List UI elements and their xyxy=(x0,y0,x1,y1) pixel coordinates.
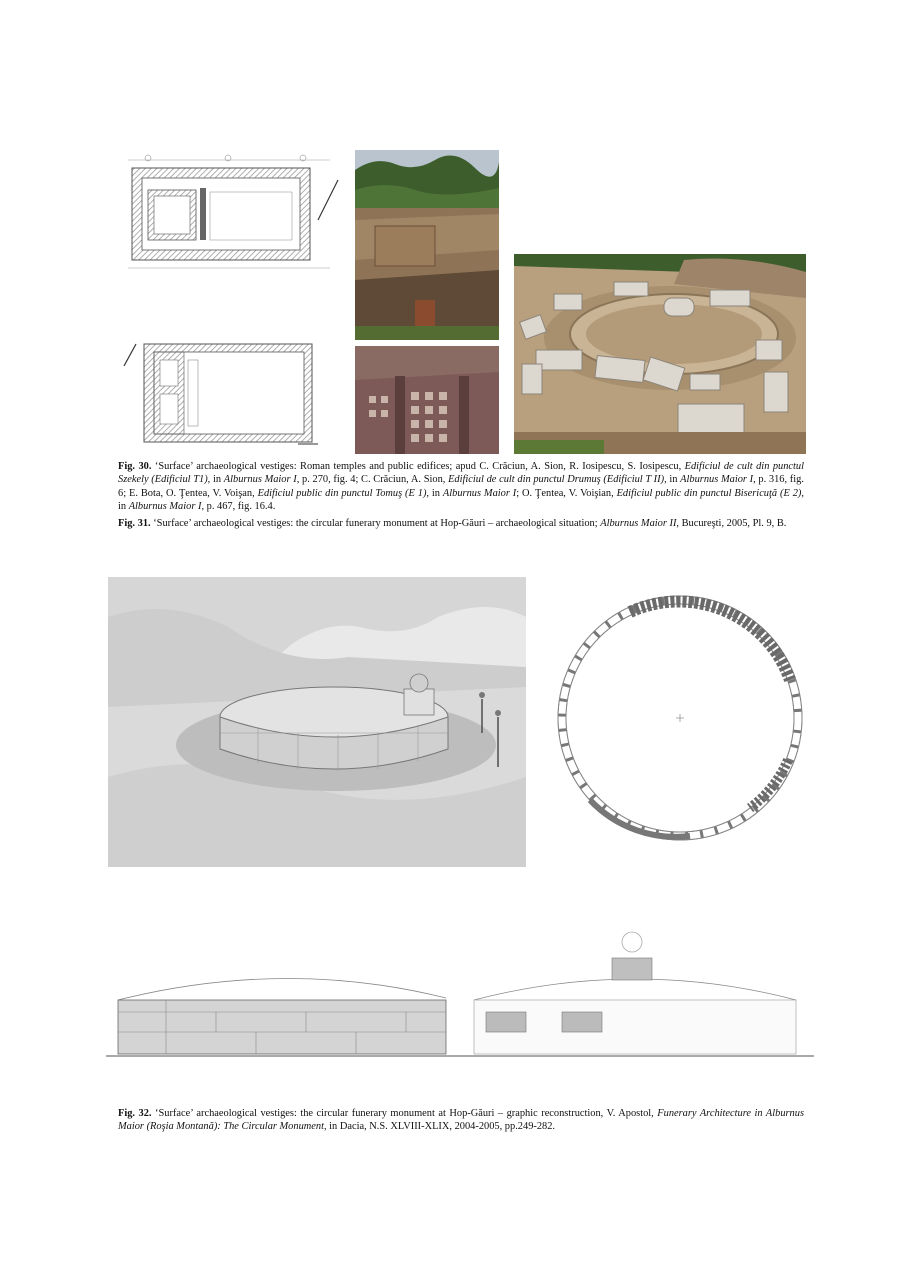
caption-text: , p. 316, fig. 6; E. Bota, O. Ţentea, V. Voişan, xyxy=(118,474,804,499)
caption-text: ‘Surface’ archaeological vestiges: Roman temples and public edifices; apud C. Crăciun, A. Sion, R. Iosipescu, S. Iosipescu, xyxy=(151,461,685,472)
monument-ground-plan xyxy=(550,590,810,850)
monument-reconstruction-sketch xyxy=(108,577,526,867)
temple-plan-drumus xyxy=(118,336,328,454)
caption-italic: Alburnus Maior I xyxy=(128,501,202,513)
excavation-photo-hypocaust xyxy=(355,346,499,454)
caption-text: , in Dacia, N.S. XLVIII-XLIX, 2004-2005, pp.249-282. xyxy=(323,1121,556,1133)
caption-italic: Alburnus Maior II xyxy=(600,518,677,529)
monument-elevation-drawing xyxy=(106,928,814,1062)
figure-30-caption xyxy=(118,460,804,514)
caption-text: , p. 270, fig. 4; C. Crăciun, A. Sion, xyxy=(296,474,449,486)
caption-text: , in xyxy=(118,487,804,513)
caption-italic: Alburnus Maior I xyxy=(442,487,517,499)
circular-monument-photo xyxy=(514,254,806,454)
caption-italic: Edificiul public din punctul Tomuş (E 1) xyxy=(257,487,427,499)
caption-text: ; O. Ţentea, V. Voişian, xyxy=(516,487,617,499)
caption-text: , p. 467, fig. 16.4. xyxy=(201,501,276,513)
temple-plan-szekely xyxy=(118,150,343,278)
caption-text: ‘Surface’ archaeological vestiges: the circular funerary monument at Hop-Găuri – graphic reconstruction, V. Apostol, xyxy=(151,1108,658,1119)
caption-italic: Alburnus Maior I xyxy=(680,474,754,486)
caption-italic: Edificiul de cult din punctul Drumuş (Edificiul T II) xyxy=(448,474,665,486)
excavation-photo-forest xyxy=(355,150,499,340)
figure-30-label: Fig. 30. xyxy=(118,461,152,472)
figure-31-label: Fig. 31. xyxy=(118,518,151,529)
caption-italic: Funerary Architecture in Alburnus Maior (Roşia Montană): The Circular Monument xyxy=(118,1108,804,1133)
caption-text: ‘Surface’ archaeological vestiges: the circular funerary monument at Hop-Găuri – archaeological situation; xyxy=(150,518,601,529)
caption-text: , Bucureşti, 2005, Pl. 9, B. xyxy=(676,518,787,529)
caption-text: , in xyxy=(664,474,681,486)
caption-italic: Alburnus Maior I xyxy=(223,474,297,486)
caption-italic: Edificiul de cult din punctul Szekely (Edificiul T1) xyxy=(118,461,804,486)
figure-32-label: Fig. 32. xyxy=(118,1108,152,1119)
caption-italic: Edificiul public din punctul Bisericuţă (E 2) xyxy=(616,487,802,499)
caption-text: , in xyxy=(426,487,443,499)
figure-31-caption xyxy=(118,517,804,530)
figure-32-caption xyxy=(118,1107,804,1134)
caption-text: , in xyxy=(207,474,224,486)
